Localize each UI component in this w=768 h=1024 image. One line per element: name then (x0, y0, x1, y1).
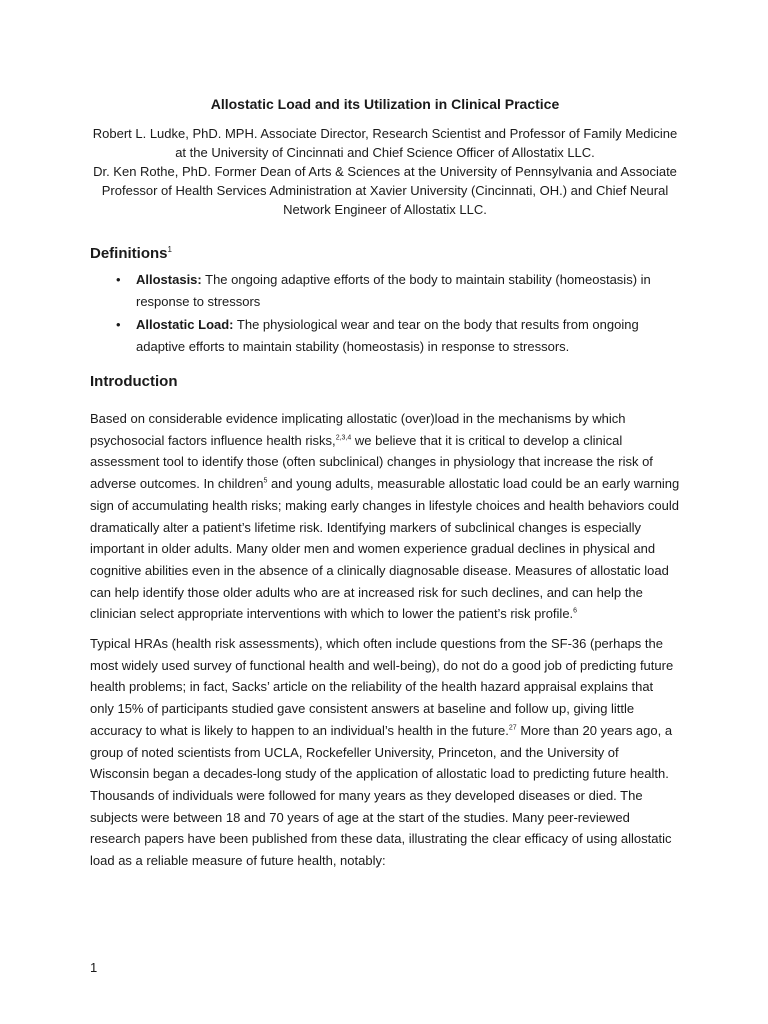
definition-text: The ongoing adaptive efforts of the body to maintain stability (homeostasis) in response to stressors (136, 272, 651, 309)
definitions-footnote-ref: 1 (167, 245, 172, 254)
paragraph-text: More than 20 years ago, a group of noted scientists from UCLA, Rockefeller University, Princeton, and the University of Wisconsin began a decades-long study of the application of allostatic load to predicting future health. Thousands of individuals were followed for many years as they developed diseases or died. The subjects were between 18 and 70 years of age at the start of the studies. Many peer-reviewed research papers have been published from these data, illustrating the clear efficacy of using allostatic load as a reliable measure of future health, notably: (90, 722, 673, 869)
bullet-icon: • (116, 272, 121, 287)
definitions-list (90, 269, 680, 358)
definition-term: Allostasis: (136, 272, 202, 287)
bullet-icon: • (116, 317, 121, 332)
author-1: Robert L. Ludke, PhD. MPH. Associate Director, Research Scientist and Professor of Family Medicine at the University of Cincinnati and Chief Science Officer of Allostatix LLC. (92, 126, 678, 160)
page-content (90, 94, 680, 872)
author-block (90, 124, 680, 219)
definition-text: The physiological wear and tear on the body that results from ongoing adaptive efforts to maintain stability (homeostasis) in response to stressors. (136, 317, 639, 354)
author-2: Dr. Ken Rothe, PhD. Former Dean of Arts & Sciences at the University of Pennsylvania and Associate Professor of Health Services Administration at Xavier University (Cincinnati, OH.) and Chief Neural Network Engineer of Allostatix LLC. (93, 164, 677, 217)
footnote-ref: 27 (508, 724, 517, 732)
definition-item (90, 269, 680, 313)
introduction-paragraph-2 (90, 633, 680, 872)
footnote-ref: 5 (263, 477, 268, 485)
definition-term: Allostatic Load: (136, 317, 234, 332)
paragraph-text: and young adults, measurable allostatic load could be an early warning sign of accumulating health risks; making early changes in lifestyle choices and health behaviors could dramatically alter a patient’s lifetime risk. Identifying markers of subclinical changes is especially important in older adults. Many older men and women experience gradual declines in physical and cognitive abilities even in the absence of a clinically diagnosable disease. Measures of allostatic load can help identify those older adults who are at increased risk for such declines, and can help the clinician select appropriate interventions with which to lower the patient’s risk profile. (90, 476, 680, 622)
paragraph-text: Typical HRAs (health risk assessments), which often include questions from the SF-36 (perhaps the most widely used survey of functional health and well-being), do not do a good job of predicting future health problems; in fact, Sacks’ article on the reliability of the health hazard appraisal explains that only 15% of participants studied gave consistent answers at baseline and follow up, giving little accuracy to what is likely to happen to an individual’s health in the future. (90, 636, 674, 738)
introduction-heading: Introduction (90, 373, 178, 390)
paragraph-text: we believe that it is critical to develop a clinical assessment tool to identify those (often subclinical) changes in physiology that increase the risk of adverse outcomes. In children (90, 432, 653, 492)
footnote-ref: 2,3,4 (335, 434, 352, 442)
document-title: Allostatic Load and its Utilization in Clinical Practice (210, 96, 560, 112)
paragraph-text: Based on considerable evidence implicating allostatic (over)load in the mechanisms by which psychosocial factors influence health risks, (90, 411, 626, 448)
definitions-heading-text: Definitions (90, 245, 168, 262)
definition-item (90, 314, 680, 358)
definitions-heading (90, 243, 680, 265)
page-number: 1 (90, 960, 98, 975)
footnote-ref: 6 (573, 608, 578, 615)
introduction-paragraph-1 (90, 408, 680, 625)
